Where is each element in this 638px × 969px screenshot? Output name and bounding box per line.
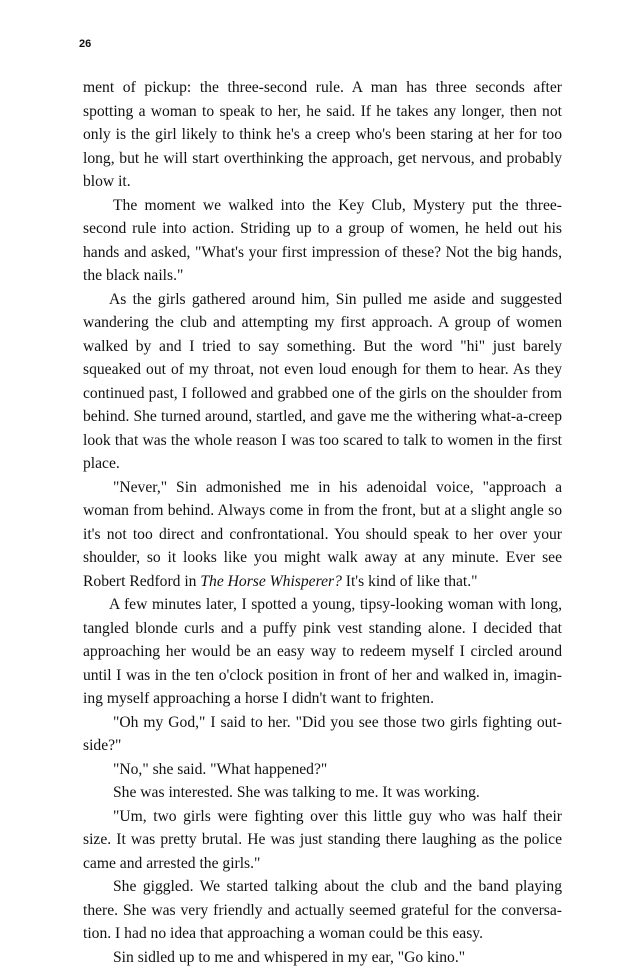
book-title-italic: The Horse Whisperer? [200,573,342,590]
paragraph-8: She was interested. She was talking to me. It was working. [83,781,562,805]
paragraph-9: "Um, two girls were fighting over this little guy who was half their size. It was pretty brutal. He was just standing there laughing as the police came and arrested the girls." [83,805,562,876]
paragraph-10: She giggled. We started talking about the club and the band playing there. She was very friendly and actually seemed grateful for the conversa-tion. I had no idea that approaching a woman could be this easy. [83,875,562,946]
paragraph-11: Sin sidled up to me and whispered in my ear, "Go kino." [83,946,562,969]
paragraph-1: ment of pickup: the three-second rule. A man has three seconds after spotting a woman to speak to her, he said. If he takes any longer, then not only is the girl likely to think he's a creep who's been staring at her for too long, but he will start overthinking the approach, get nervous, and probably blow it. [83,76,562,194]
paragraph-6: "Oh my God," I said to her. "Did you see those two girls fighting out-side?" [83,711,562,758]
page-number: 26 [79,38,91,50]
paragraph-4-text: "Never," Sin admonished me in his adenoidal voice, "approach a woman from behind. Always come in from the front, but at a slight angle so it's not too direct and confrontational. You should speak to her over your shoulder, so it looks like you might walk away at any minute. Ever see Robert Redford in [83,479,562,590]
paragraph-2: The moment we walked into the Key Club, Mystery put the three-second rule into action. Striding up to a group of women, he held out his hands and asked, "What's your first impression of these? Not the big hands, the black nails." [83,194,562,288]
paragraph-3: As the girls gathered around him, Sin pulled me aside and suggested wandering the club and attempting my first approach. A group of women walked by and I tried to say something. But the word "hi" just barely squeaked out of my throat, not even loud enough for them to hear. As they continued past, I followed and grabbed one of the girls on the shoulder from behind. She turned around, startled, and gave me the withering what-a-creep look that was the whole reason I was too scared to talk to women in the first place. [83,288,562,476]
paragraph-5: A few minutes later, I spotted a young, tipsy-looking woman with long, tangled blonde curls and a puffy pink vest standing alone. I decided that approaching her would be an easy way to redeem myself I circled around until I was in the ten o'clock position in front of her and walked in, imagin-ing myself approaching a horse I didn't want to frighten. [83,593,562,711]
page-body-text [83,76,562,969]
paragraph-4 [83,476,562,594]
paragraph-4-tail: It's kind of like that." [342,573,478,590]
paragraph-7: "No," she said. "What happened?" [83,758,562,782]
